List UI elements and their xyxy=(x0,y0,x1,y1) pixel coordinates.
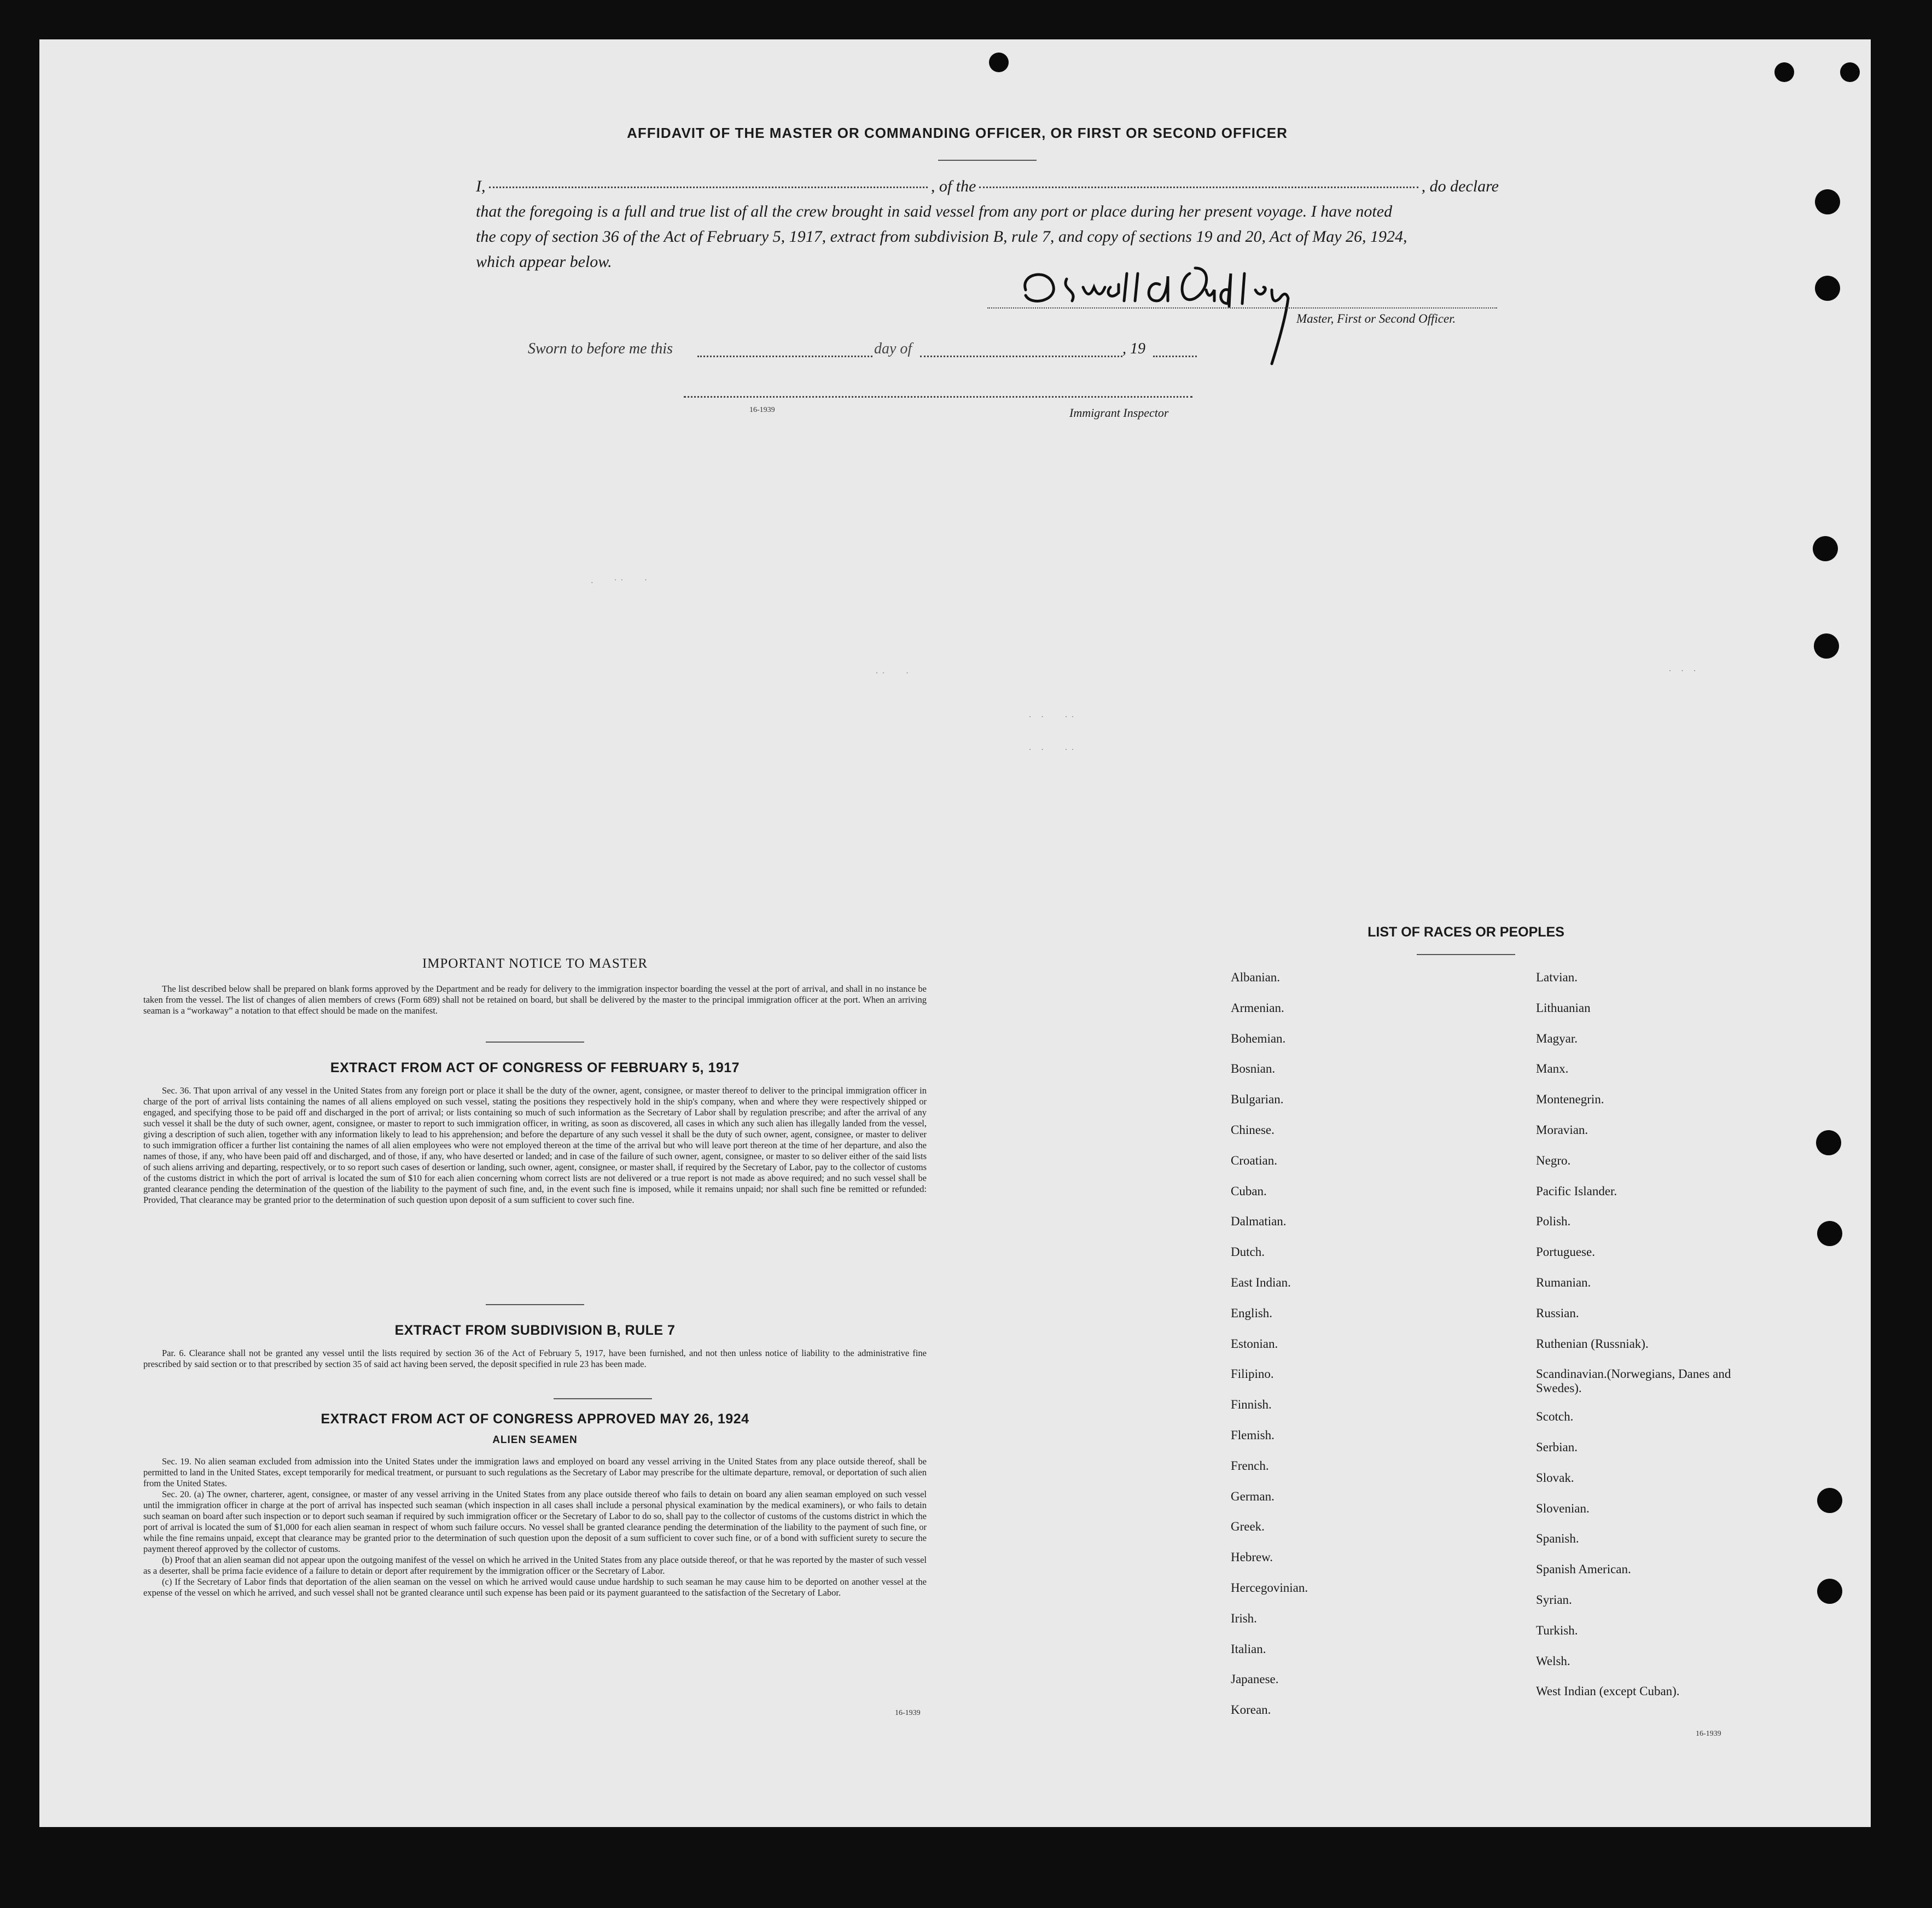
act-1924-title: EXTRACT FROM ACT OF CONGRESS APPROVED MAY 26, 1924 xyxy=(321,1411,749,1427)
vessel-blank[interactable] xyxy=(979,187,1418,188)
bleed-through-marks: · · ·· xyxy=(1028,744,1078,755)
race-item: Slovak. xyxy=(1536,1470,1574,1485)
race-item: Japanese. xyxy=(1231,1672,1279,1686)
race-item: Flemish. xyxy=(1231,1428,1275,1442)
race-item: Chinese. xyxy=(1231,1123,1275,1137)
race-item: Bulgarian. xyxy=(1231,1092,1284,1107)
race-item: Syrian. xyxy=(1536,1593,1572,1607)
divider xyxy=(554,1398,652,1399)
race-item: French. xyxy=(1231,1458,1269,1473)
race-item: Portuguese. xyxy=(1536,1245,1595,1259)
race-item: Greek. xyxy=(1231,1520,1265,1534)
divider xyxy=(1417,954,1515,955)
race-item: Russian. xyxy=(1536,1306,1579,1320)
race-item: Spanish American. xyxy=(1536,1562,1631,1577)
act-1924-sec-20b: (b) Proof that an alien seaman did not appear upon the outgoing manifest of the vessel on which he arrived in the United States from any place outside thereof, or that he was reported by the master of such vessel as a deserter, shall be prima facie evidence of a failure to detain or deport after requirement by the immigration officer or the Secretary of Labor. xyxy=(143,1555,927,1576)
race-item: Scandinavian.(Norwegians, Danes and Swedes). xyxy=(1536,1367,1731,1395)
sworn-year-blank[interactable] xyxy=(1153,356,1197,357)
divider xyxy=(938,160,1037,161)
inspector-caption: Immigrant Inspector xyxy=(1069,406,1169,420)
race-item: Lithuanian xyxy=(1536,1000,1591,1015)
affidavit-line-4: which appear below. xyxy=(476,253,612,271)
sworn-prefix: Sworn to before me this xyxy=(528,340,673,357)
race-item: Dalmatian. xyxy=(1231,1214,1287,1229)
punch-hole xyxy=(1817,1221,1842,1246)
race-item: Cuban. xyxy=(1231,1184,1267,1198)
affidavit-i: I, xyxy=(476,177,486,195)
sworn-year: , 19 xyxy=(1122,340,1145,357)
act-1924-text xyxy=(143,1456,927,1598)
sworn-day-of: day of xyxy=(874,340,912,357)
act-1924-subtitle: ALIEN SEAMEN xyxy=(492,1434,578,1446)
rule-7-text xyxy=(143,1348,927,1370)
act-1917-text xyxy=(143,1085,927,1206)
affidavit-title: AFFIDAVIT OF THE MASTER OR COMMANDING OFFICER, OR FIRST OR SECOND OFFICER xyxy=(627,125,1288,141)
divider xyxy=(486,1042,584,1043)
sworn-line xyxy=(528,340,673,358)
rule-7-title: EXTRACT FROM SUBDIVISION B, RULE 7 xyxy=(394,1323,676,1338)
affidavit-line-2: that the foregoing is a full and true list of all the crew brought in said vessel from any port or place during her present voyage. I have noted xyxy=(476,202,1393,220)
race-item: East Indian. xyxy=(1231,1276,1291,1289)
signature-caption: Master, First or Second Officer. xyxy=(1296,312,1456,325)
bleed-through-marks: . ·· · xyxy=(591,574,651,585)
race-item: Ruthenian (Russniak). xyxy=(1536,1336,1649,1351)
punch-hole xyxy=(1815,189,1840,214)
race-item: Italian. xyxy=(1231,1642,1266,1656)
race-item: Hebrew. xyxy=(1231,1550,1273,1564)
notice-text xyxy=(143,984,927,1016)
punch-hole xyxy=(1814,633,1839,659)
affidavit-of-the: , of the xyxy=(930,177,976,195)
race-item: Armenian. xyxy=(1231,1000,1284,1015)
inspector-signature-line[interactable] xyxy=(684,396,1192,398)
notice-title: IMPORTANT NOTICE TO MASTER xyxy=(422,956,648,971)
affidavit-do-declare: , do declare xyxy=(1421,177,1499,195)
punch-hole xyxy=(989,53,1009,72)
race-item: Estonian. xyxy=(1231,1336,1278,1351)
punch-hole xyxy=(1774,62,1794,82)
race-item: Filipino. xyxy=(1231,1367,1274,1381)
race-item: Spanish. xyxy=(1536,1532,1579,1546)
punch-hole xyxy=(1816,1130,1841,1155)
affidavit-body xyxy=(476,174,1499,275)
race-item: Montenegrin. xyxy=(1536,1092,1604,1107)
race-item: Welsh. xyxy=(1536,1654,1570,1668)
race-item: Pacific Islander. xyxy=(1536,1184,1617,1198)
race-item: Negro. xyxy=(1536,1153,1571,1167)
sworn-day-blank[interactable] xyxy=(697,356,872,357)
master-signature xyxy=(1015,257,1343,367)
race-item: Bohemian. xyxy=(1231,1031,1286,1045)
race-item: Turkish. xyxy=(1536,1623,1578,1637)
race-item: Hercegovinian. xyxy=(1231,1581,1308,1595)
race-item: Manx. xyxy=(1536,1062,1569,1076)
race-item: Albanian. xyxy=(1231,970,1281,984)
race-item: Dutch. xyxy=(1231,1245,1265,1259)
race-item: Irish. xyxy=(1231,1611,1257,1625)
form-number: 16-1939 xyxy=(1696,1730,1721,1738)
affidavit-line-1 xyxy=(476,174,1499,199)
race-item: Latvian. xyxy=(1536,970,1578,984)
notice-paragraph: The list described below shall be prepared on blank forms approved by the Department and be ready for delivery to the immigration inspector boarding the vessel at the port of arrival, and shall in no instance be taken from the vessel. The list of changes of alien members of crews (Form 689) shall not be retained on board, but shall be delivered by the master to the principal immigration officer at the port. When an arriving seaman is a “workaway” a notation to that effect should be made on the manifest. xyxy=(143,984,927,1016)
signature-line xyxy=(987,307,1497,309)
race-item: Korean. xyxy=(1231,1703,1271,1717)
name-blank[interactable] xyxy=(489,187,928,188)
sworn-month-blank[interactable] xyxy=(920,356,1122,357)
race-item: Rumanian. xyxy=(1536,1276,1591,1289)
divider xyxy=(486,1304,584,1305)
race-item: Bosnian. xyxy=(1231,1062,1276,1076)
race-item: Moravian. xyxy=(1536,1123,1588,1137)
race-item: German. xyxy=(1231,1489,1275,1503)
race-item: Slovenian. xyxy=(1536,1501,1590,1515)
form-number: 16-1939 xyxy=(895,1709,921,1717)
race-item: English. xyxy=(1231,1306,1273,1320)
bleed-through-marks: ·· · xyxy=(875,667,912,678)
rule-7-paragraph: Par. 6. Clearance shall not be granted any vessel until the lists required by section 36 of the Act of February 5, 1917, have been furnished, and not then unless notice of liability to the administrative fine prescribed by said section or to that prescribed by section 35 of said act having been served, the deposit specified in rule 23 has been made. xyxy=(143,1348,927,1369)
race-item: Magyar. xyxy=(1536,1031,1578,1045)
race-item: Finnish. xyxy=(1231,1398,1272,1412)
race-item: Croatian. xyxy=(1231,1153,1277,1167)
affidavit-line-3: the copy of section 36 of the Act of February 5, 1917, extract from subdivision B, rule 7, and copy of sections 19 and 20, Act of May 26, 1924, xyxy=(476,228,1407,246)
punch-hole xyxy=(1840,62,1860,82)
act-1924-sec-19: Sec. 19. No alien seaman excluded from admission into the United States under the immigration laws and employed on board any vessel arriving in the United States from any place outside thereof, shall be permitted to land in the United States, except temporarily for medical treatment, or pursuant to such regulations as the Secretary of Labor may prescribe for the ultimate departure, removal, or deportation of such alien from the United States. xyxy=(143,1456,927,1488)
race-item: West Indian (except Cuban). xyxy=(1536,1684,1680,1698)
races-title: LIST OF RACES OR PEOPLES xyxy=(1367,924,1564,940)
act-1924-sec-20c: (c) If the Secretary of Labor finds that deportation of the alien seaman on the vessel on which he arrived would cause undue hardship to such seaman he may cause him to be deported on another vessel at the expense of the vessel on which he arrived, and such vessel shall not be granted clearance until such expense has been paid or its payment guaranteed to the satisfaction of the Secretary of Labor. xyxy=(143,1577,927,1598)
bleed-through-marks: · · · xyxy=(1668,665,1700,676)
punch-hole xyxy=(1817,1488,1842,1513)
race-item: Polish. xyxy=(1536,1214,1571,1229)
race-item: Serbian. xyxy=(1536,1440,1578,1454)
punch-hole xyxy=(1815,276,1840,301)
act-1917-title: EXTRACT FROM ACT OF CONGRESS OF FEBRUARY 5, 1917 xyxy=(330,1060,740,1075)
bleed-through-marks: · · ·· xyxy=(1028,711,1078,722)
form-number: 16-1939 xyxy=(749,406,775,414)
act-1917-paragraph: Sec. 36. That upon arrival of any vessel in the United States from any foreign port or place it shall be the duty of the owner, agent, consignee, or master thereof to deliver to the principal immigration officer in charge of the port of arrival lists containing the names of all aliens employed on such vessel, stating the positions they respectively hold in the ship's company, when and where they were respectively shipped or engaged, and specifying those to be paid off and discharged in the port of arrival; or lists containing so much of such information as the Secretary of Labor shall by regulation prescribe; and after the arrival of any such vessel it shall be the duty of such owner, agent, consignee, or master to report to such immigration officer, in writing, as soon as discovered, all cases in which any such alien has illegally landed from the vessel, giving a description of such alien, together with any information likely to lead to his apprehension; and before the departure of any such vessel it shall be the duty of such owner, agent, consignee, or master to deliver to such immigration officer a further list containing the names of all alien employees who were not employed thereon at the time of the arrival but who will leave port thereon at the time of her departure, and also the names of those, if any, who have been paid off and discharged, and of those, if any, who have deserted or landed; and in case of the failure of such owner, agent, consignee, or master to so deliver either of the said lists of such aliens arriving and departing, respectively, or to so report such cases of desertion or landing, such owner, agent, consignee, or master shall, if required by the Secretary of Labor, pay to the collector of customs of the customs district in which the port of arrival is located the sum of $10 for each alien concerning whom correct lists are not delivered or a true report is not made as above required; and no such vessel shall be granted clearance pending the determination of the question of the liability to the payment of such fine, and, in the event such fine is imposed, while it remains unpaid; nor shall such fine be remitted or refunded: Provided, That clearance may be granted prior to the determination of such question upon deposit of a sum sufficient to cover such fine. xyxy=(143,1085,927,1205)
punch-hole xyxy=(1813,536,1838,561)
punch-hole xyxy=(1817,1579,1842,1604)
act-1924-sec-20a: Sec. 20. (a) The owner, charterer, agent, consignee, or master of any vessel arriving in the United States from any place outside thereof who fails to detain on board any alien seaman employed on such vessel until the immigration officer in charge at the port of arrival has inspected such seaman (which inspection in all cases shall include a personal physical examination by the medical examiners), or who fails to detain such seaman on board after such inspection or to deport such seaman if required by such immigration officer or the Secretary of Labor to do so, shall pay to the collector of customs of the customs district in which the port of arrival is located the sum of $1,000 for each alien seaman in respect of whom such failure occurs. No vessel shall be granted clearance pending the determination of the liability to the payment of such fine, or while the fine remains unpaid, except that clearance may be granted prior to the determination of such question upon the deposit of a sum sufficient to cover such fine, or of a bond with sufficient surety to secure the payment thereof approved by the collector of customs. xyxy=(143,1489,927,1554)
race-item: Scotch. xyxy=(1536,1410,1574,1424)
